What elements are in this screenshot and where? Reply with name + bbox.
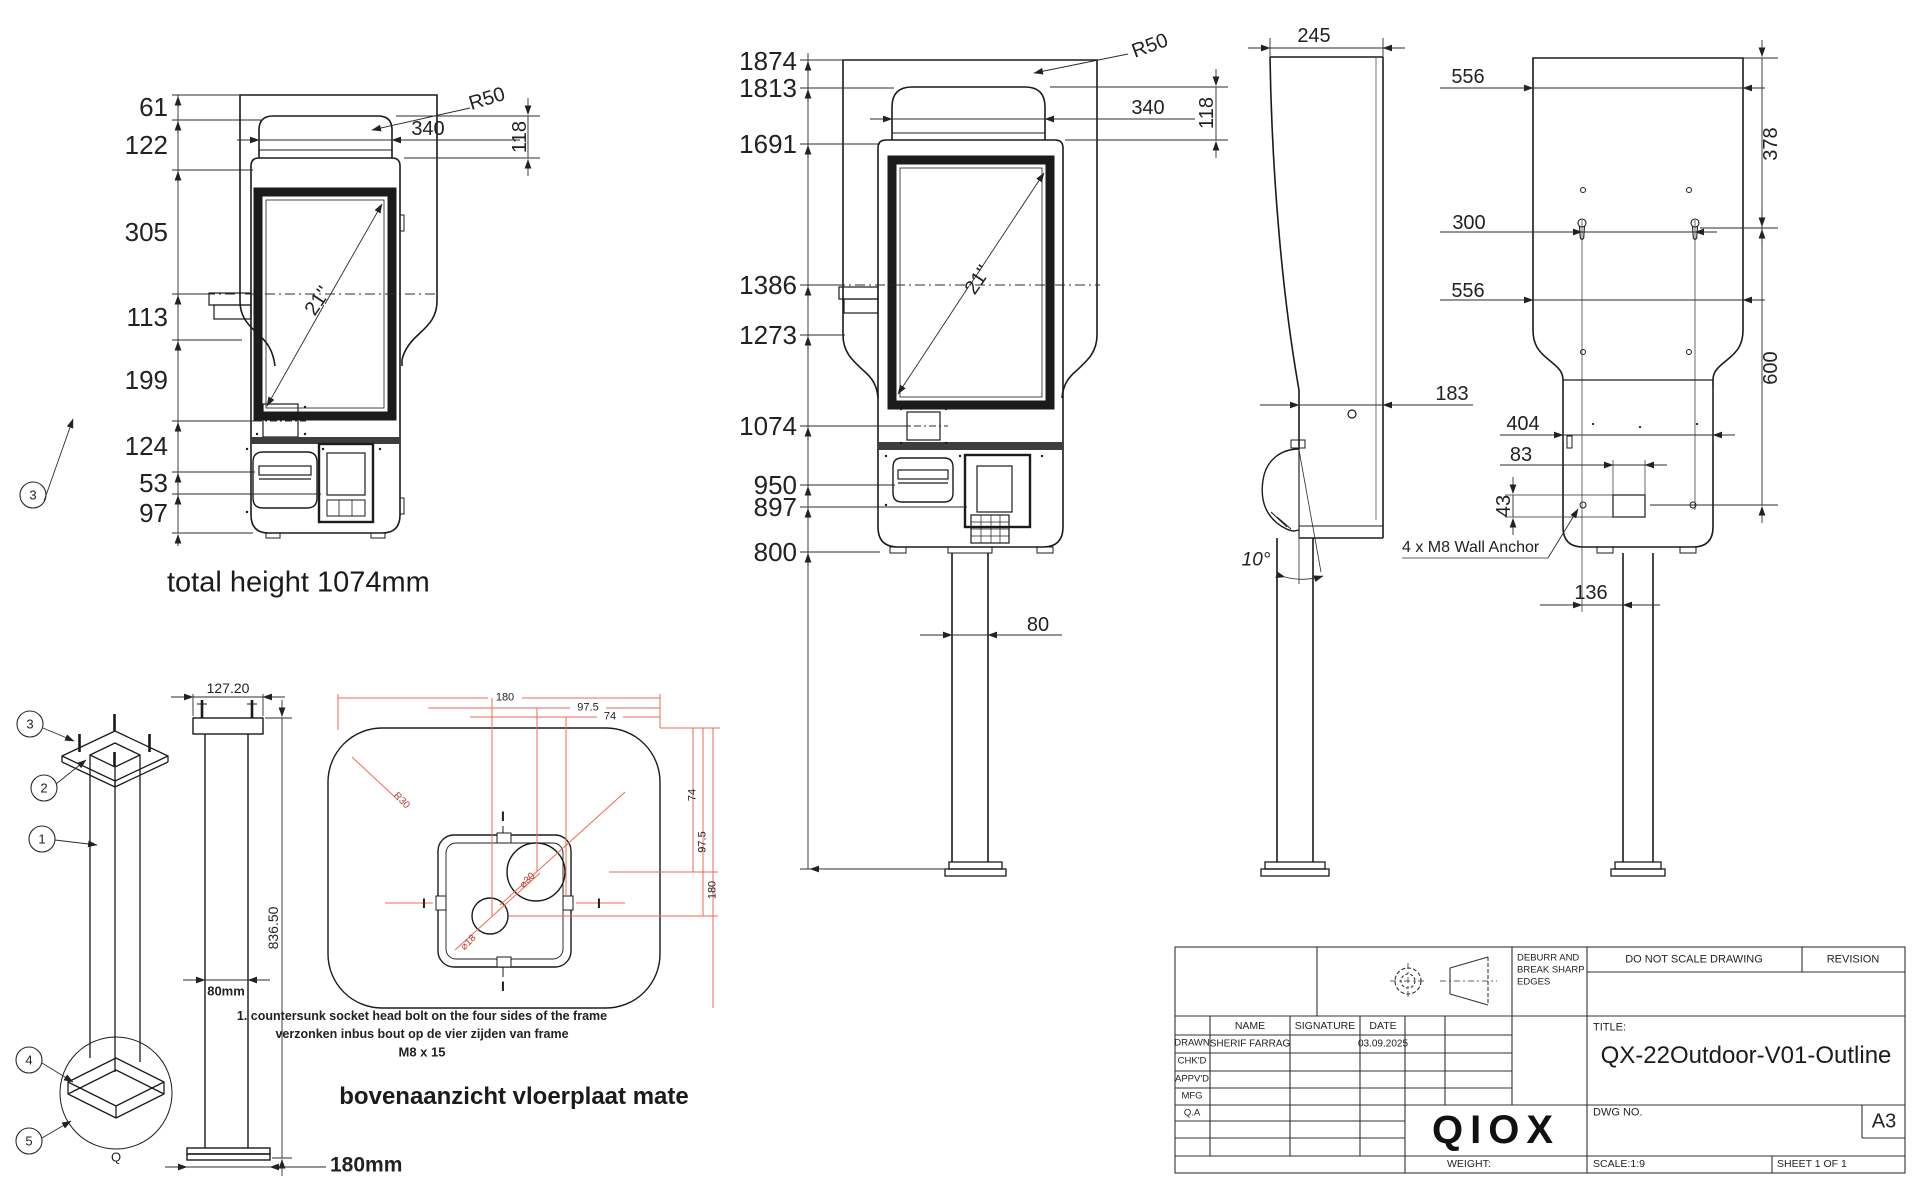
balloon-1-pole-label: 1	[38, 831, 46, 847]
dim-305: 305	[124, 217, 168, 247]
column-header-signature: SIGNATURE	[1294, 1019, 1356, 1032]
dim-plate-d18: ⌀18	[458, 932, 479, 953]
mid-view-linework	[839, 60, 1097, 876]
section-mark-right: I	[597, 895, 601, 911]
dim-10deg: 10°	[1241, 549, 1271, 571]
dim-plate-97-5-top: 97.5	[577, 701, 599, 714]
rear-view-dimensions	[1402, 40, 1778, 612]
dim-97: 97	[139, 498, 168, 528]
wall-anchor-note: 4 x M8 Wall Anchor	[1402, 539, 1540, 556]
dim-1074: 1074	[739, 411, 797, 441]
plate-note-line2: verzonken inbus bout op de vier zijden van frame	[275, 1026, 569, 1041]
rear-view-linework	[1533, 58, 1743, 876]
plate-note-line1: 1. countersunk socket head bolt on the four sides of the frame	[236, 1008, 608, 1023]
dim-1386: 1386	[739, 270, 797, 300]
dim-378: 378	[1760, 127, 1782, 161]
deburr-note-line1: DEBURR AND	[1517, 952, 1580, 964]
dim-43: 43	[1493, 494, 1515, 518]
paper-size-label: A3	[1871, 1110, 1897, 1133]
dim-plate-74-top: 74	[603, 710, 617, 723]
dim-113: 113	[126, 302, 168, 332]
dim-r50-mid: R50	[1128, 29, 1172, 63]
front-view-dimensions	[20, 92, 540, 546]
balloon-5-pole-label: 5	[25, 1133, 33, 1149]
dim-950: 950	[753, 470, 797, 500]
dim-600: 600	[1760, 351, 1782, 385]
dim-124: 124	[124, 431, 168, 461]
dim-plate-97-5-right: 97.5	[696, 831, 709, 853]
dim-118-mid: 118	[1196, 97, 1218, 129]
dim-183: 183	[1435, 383, 1469, 405]
dim-199: 199	[124, 365, 168, 395]
dim-404: 404	[1506, 413, 1540, 435]
chkd-row-label: CHK'D	[1177, 1055, 1207, 1067]
dim-plate-74-right: 74	[686, 788, 699, 802]
column-header-name: NAME	[1234, 1019, 1266, 1032]
plate-view-title: bovenaanzicht vloerplaat mate	[339, 1083, 689, 1110]
qiox-logo: QIOX	[1431, 1108, 1561, 1152]
dim-122: 122	[124, 130, 168, 160]
side-view-linework	[1261, 57, 1383, 876]
weight-field-label: WEIGHT:	[1447, 1157, 1491, 1170]
section-mark-left: I	[422, 895, 426, 911]
dim-836-50: 836.50	[265, 906, 281, 950]
plate-note-line3: M8 x 15	[398, 1044, 446, 1060]
section-mark-top: I	[501, 808, 505, 824]
base-plate-red-dimensions	[338, 691, 720, 1008]
section-mark-bottom: I	[501, 978, 505, 994]
balloon-3-pole-label: 3	[26, 716, 34, 732]
dim-118-front: 118	[509, 121, 531, 153]
balloon-3-front-label: 3	[29, 487, 37, 503]
title-field-label: TITLE:	[1593, 1021, 1627, 1034]
column-header-date: DATE	[1369, 1019, 1397, 1032]
dim-83: 83	[1509, 444, 1533, 466]
detail-q-label: Q	[110, 1149, 122, 1165]
dim-plate-180-top: 180	[495, 691, 515, 704]
appvd-row-label: APPV'D	[1174, 1073, 1210, 1085]
dim-1874: 1874	[739, 46, 797, 76]
pole-front-linework	[187, 700, 270, 1160]
mid-view-dimensions	[800, 53, 1228, 869]
dim-800: 800	[753, 537, 797, 567]
drawn-date-value: 03.09.2025	[1357, 1038, 1409, 1050]
scale-field-label: SCALE:1:9	[1593, 1157, 1645, 1170]
pole-isometric-linework	[60, 714, 172, 1149]
total-height-note: total height 1074mm	[167, 566, 430, 599]
dim-53: 53	[139, 468, 168, 498]
dim-plate-180-right: 180	[706, 880, 719, 900]
deburr-note-line2: BREAK SHARP	[1517, 964, 1585, 976]
base-plate-linework	[328, 728, 660, 1008]
dim-1813: 1813	[739, 73, 797, 103]
dim-897: 897	[753, 492, 797, 522]
balloon-2-pole-label: 2	[40, 780, 48, 796]
projection-symbol-icon	[1390, 957, 1497, 1005]
dim-127-20: 127.20	[206, 680, 250, 696]
dim-340-front: 340	[411, 118, 445, 140]
drawn-name-value: SHERIF FARRAG	[1209, 1038, 1291, 1050]
dim-136: 136	[1574, 582, 1608, 604]
sheet-field-label: SHEET 1 OF 1	[1777, 1157, 1847, 1170]
dim-r50-front: R50	[466, 83, 508, 115]
drawing-title: QX-22Outdoor-V01-Outline	[1600, 1042, 1892, 1070]
dim-180mm: 180mm	[330, 1153, 403, 1177]
revision-label: REVISION	[1826, 953, 1880, 966]
dim-61: 61	[139, 92, 168, 122]
dim-556-top: 556	[1451, 66, 1485, 88]
dim-340-mid: 340	[1131, 97, 1165, 119]
pole-isometric-callouts	[16, 711, 97, 1154]
dim-80-pole: 80	[1026, 614, 1050, 636]
dim-plate-r30: R30	[390, 790, 412, 812]
dim-245: 245	[1297, 25, 1331, 47]
drawn-row-label: DRAWN	[1174, 1037, 1210, 1049]
mfg-row-label: MFG	[1181, 1090, 1203, 1102]
dim-80mm: 80mm	[207, 983, 245, 999]
screen-size-front: 21''	[300, 282, 336, 320]
balloon-4-pole-label: 4	[25, 1052, 33, 1068]
pole-front-dimensions	[165, 694, 326, 1176]
dim-1691: 1691	[739, 129, 797, 159]
qa-row-label: Q.A	[1183, 1107, 1201, 1119]
dim-556-mid: 556	[1451, 280, 1485, 302]
dim-plate-d30: ⌀30	[517, 870, 538, 891]
dim-1273: 1273	[739, 320, 797, 350]
side-view-dimensions	[1248, 38, 1473, 584]
screen-size-mid: 21''	[960, 261, 996, 299]
dwg-no-label: DWG NO.	[1593, 1106, 1643, 1119]
do-not-scale-note: DO NOT SCALE DRAWING	[1625, 953, 1763, 966]
deburr-note-line3: EDGES	[1517, 976, 1551, 988]
dim-300: 300	[1452, 212, 1486, 234]
